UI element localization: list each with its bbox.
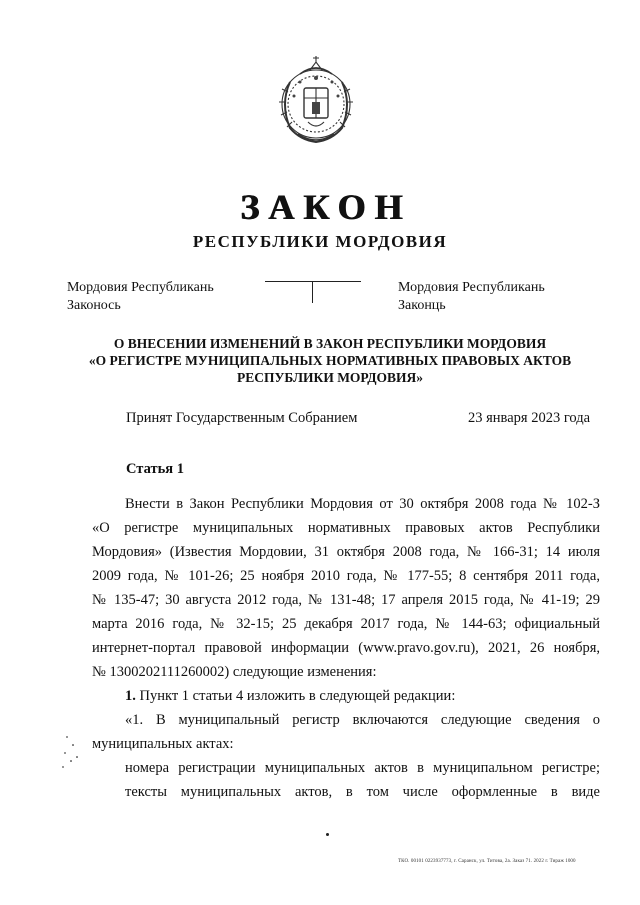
speck	[62, 766, 64, 768]
law-title: ЗАКОН	[240, 187, 412, 227]
body-line: «1. В муниципальный регистр включаются следующие сведения о	[125, 712, 600, 728]
article-title: Статья 1	[126, 461, 184, 477]
header-divider-horizontal	[265, 281, 361, 282]
coat-of-arms-emblem	[270, 52, 362, 148]
body-line: номера регистрации муниципальных актов в муниципальном регистре;	[125, 760, 600, 776]
speck	[64, 752, 66, 754]
caption-right-line1: Мордовия Республикань	[398, 280, 545, 295]
accepted-date: 23 января 2023 года	[468, 410, 591, 426]
article-body	[92, 492, 600, 804]
mordovian-caption-left	[67, 279, 214, 315]
body-line: 2009 года, № 101-26; 25 ноября 2010 года, № 177-55; 8 сентября 2011 года,	[92, 568, 600, 584]
body-line: муниципальных актах:	[92, 736, 234, 752]
body-line: тексты муниципальных актов, в том числе оформленные в виде	[125, 784, 600, 800]
caption-left-line1: Мордовия Республикань	[67, 280, 214, 295]
speck	[76, 756, 78, 758]
heading-line1: О ВНЕСЕНИИ ИЗМЕНЕНИЙ В ЗАКОН РЕСПУБЛИКИ МОРДОВИЯ	[113, 336, 547, 351]
body-line: марта 2016 года, № 32-15; 25 декабря 2017 года, № 144-63; официальный	[92, 616, 600, 632]
body-line: № 135-47; 30 августа 2012 года, № 131-48; 17 апреля 2015 года, № 41-19; 29	[92, 592, 600, 608]
scan-dot	[326, 833, 329, 836]
law-subtitle: РЕСПУБЛИКИ МОРДОВИЯ	[192, 232, 448, 251]
body-line: № 1300202111260002) следующие изменения:	[92, 664, 377, 680]
body-item	[92, 684, 600, 708]
print-footer: ТКО. 00101 0223937773, г. Саранск, ул. Титова, 2а. Заказ 71. 2022 г. Тираж 1000	[398, 859, 576, 864]
speck	[66, 736, 68, 738]
mordovian-caption-right	[398, 279, 545, 315]
speck	[72, 744, 74, 746]
item-text: Пункт 1 статьи 4 изложить в следующей редакции:	[135, 688, 456, 704]
heading-line3: РЕСПУБЛИКИ МОРДОВИЯ»	[236, 370, 424, 385]
caption-right-line2: Законць	[398, 298, 446, 313]
header-divider-vertical	[312, 281, 313, 303]
heading-line2: «О РЕГИСТРЕ МУНИЦИПАЛЬНЫХ НОРМАТИВНЫХ ПРАВОВЫХ АКТОВ	[88, 353, 572, 368]
body-line: «О регистре муниципальных нормативных правовых актов Республики	[92, 520, 600, 536]
body-line: интернет-портал правовой информации (www.pravo.gov.ru), 2021, 26 ноября,	[92, 640, 600, 656]
body-line: Внести в Закон Республики Мордовия от 30 октября 2008 года № 102-З	[125, 496, 600, 512]
speck	[70, 760, 72, 762]
item-number: 1.	[125, 688, 136, 704]
caption-left-line2: Законось	[67, 298, 121, 313]
law-heading	[60, 335, 600, 386]
body-line: Мордовия» (Известия Мордовии, 31 октября 2008 года, № 166-31; 14 июля	[92, 544, 600, 560]
accepted-by-text: Принят Государственным Собранием	[126, 410, 358, 426]
